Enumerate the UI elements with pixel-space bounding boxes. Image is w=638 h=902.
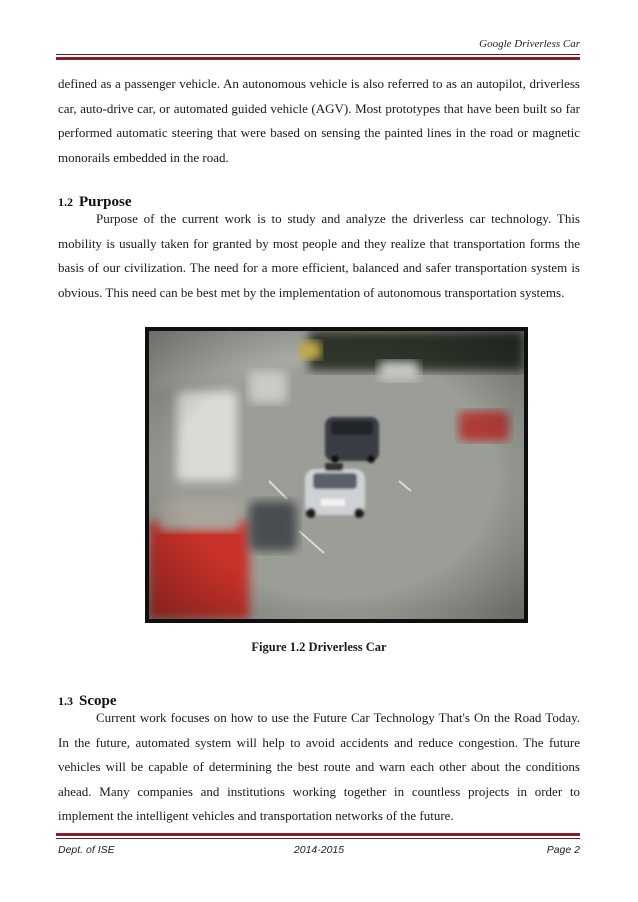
footer-page-number: Page 2 <box>546 844 580 856</box>
section-number: 1.2 <box>58 195 73 209</box>
purpose-paragraph: Purpose of the current work is to study and analyze the driverless car technology. This mobility is usually taken for granted by most people and they realize that transportation forms the basis of our civilization. The need for a more efficient, balanced and safer transportation system is obvious. This need can be best met by the implementation of autonomous transportation systems. <box>58 211 580 300</box>
section-title: Scope <box>79 693 117 709</box>
header-rule-thin <box>56 54 580 55</box>
figure-caption: Figure 1.2 Driverless Car <box>251 640 387 654</box>
section-title: Purpose <box>79 194 132 210</box>
footer-rule-thick <box>56 833 580 836</box>
driverless-car-photo <box>149 331 524 619</box>
footer-dept: Dept. of ISE <box>58 844 115 856</box>
footer-year: 2014-2015 <box>293 844 345 856</box>
scope-paragraph: Current work focuses on how to use the Future Car Technology That's On the Road Today. In the future, automated system will help to avoid accidents and reduce congestion. The future vehicles will be capable of determining the best route and warn each other about the conditions ahead. Many companies and institutions working together in countless projects in order to implement the intelligent vehicles and transportation networks of the future. <box>58 710 580 823</box>
footer-rule-thin <box>56 838 580 839</box>
figure-image <box>145 327 528 623</box>
header-rule-thick <box>56 57 580 60</box>
section-number: 1.3 <box>58 694 73 708</box>
intro-paragraph: defined as a passenger vehicle. An autonomous vehicle is also referred to as an autopilot, driverless car, auto-drive car, or automated guided vehicle (AGV). Most prototypes that have been built so far performed automatic steering that were based on sensing the painted lines in the road or magnetic monorails embedded in the road. <box>58 76 580 165</box>
header-title: Google Driverless Car <box>479 38 580 50</box>
